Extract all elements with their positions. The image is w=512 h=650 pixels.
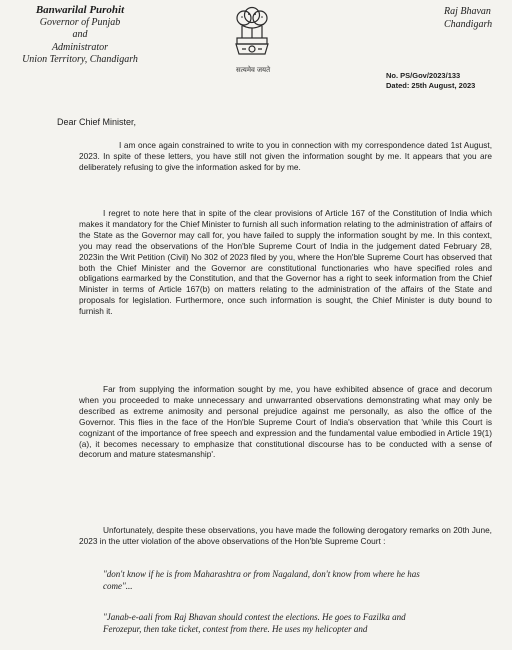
sender-block [10, 4, 150, 67]
sender-name: Banwarilal Purohit [35, 4, 125, 16]
place-line-2: Chandigarh [444, 18, 493, 30]
place-block [444, 6, 492, 31]
reference-number: No. PS/Gov/2023/133 [386, 71, 461, 80]
sender-title: Governor of Punjab [39, 16, 121, 28]
paragraph-2: I regret to note here that in spite of the clear provisions of Article 167 of the Constitution of India which makes it mandatory for the Chief Minister to furnish all such information relating to the administration of affairs of the State as the Governor may call for, you have failed to supply the information sought by me. In this context, you may read the observations of the Hon'ble Supreme Court of India in the judgement dated February 28, 2023in the Writ Petition (Civil) No 302 of 2023 filed by you, where the Hon'ble Supreme Court has observed that both the Chief Minister and the Governor are constitutional functionaries who have specified roles and obligations earmarked by the Constitution, and that the Governor has a right to seek information from the Chief Minister in terms of Article 167(b) on matters relating to the administration of the affairs of the State and proposals for legislation. Furthermore, once such information is sought, the Chief Minister is duty bound to furnish it. [79, 208, 492, 317]
place-line-1: Raj Bhavan [444, 6, 491, 17]
sender-title-2: Administrator [51, 41, 109, 53]
emblem-caption: सत्यमेव जयते [236, 67, 271, 74]
sender-conjunction: and [72, 29, 88, 40]
paragraph-4: Unfortunately, despite these observations, you have made the following derogatory remarks on 20th June, 2023 in the utter violation of the above observations of the Hon'ble Supreme Court : [79, 525, 492, 546]
quote-2: "Janab-e-aali from Raj Bhavan should contest the elections. He goes to Fazilka and Ferozepur, then take ticket, contest from there. He uses my helicopter and [103, 612, 406, 634]
reference-date: Dated: 25th August, 2023 [386, 81, 476, 90]
paragraph-1: I am once again constrained to write to you in connection with my correspondence dated 1st August, 2023. In spite of these letters, you have still not given the information sought by me. It appears that you are deliberately refusing to give the information asked for by me. [79, 140, 492, 172]
quote-1: "don't know if he is from Maharashtra or from Nagaland, don't know from where he has come"... [103, 569, 420, 591]
sender-title-3: Union Territory, Chandigarh [22, 54, 138, 65]
reference-block [386, 71, 475, 91]
paragraph-3: Far from supplying the information sought by me, you have exhibited absence of grace and decorum when you proceeded to make unnecessary and unwarranted observations demonstrating what may only be described as extreme animosity and personal prejudice against me personally, as also the office of the Governor. This flies in the face of the Hon'ble Supreme Court of India's observation that 'while this Court is cognizant of the importance of free speech and expression and the fundamental value embodied in Article 19(1)(a), it becomes necessary to emphasize that constitutional discourse has to be conducted with a sense of decorum and mature statesmanship'. [79, 384, 492, 460]
national-emblem-icon [232, 4, 272, 69]
salutation: Dear Chief Minister, [57, 117, 137, 127]
